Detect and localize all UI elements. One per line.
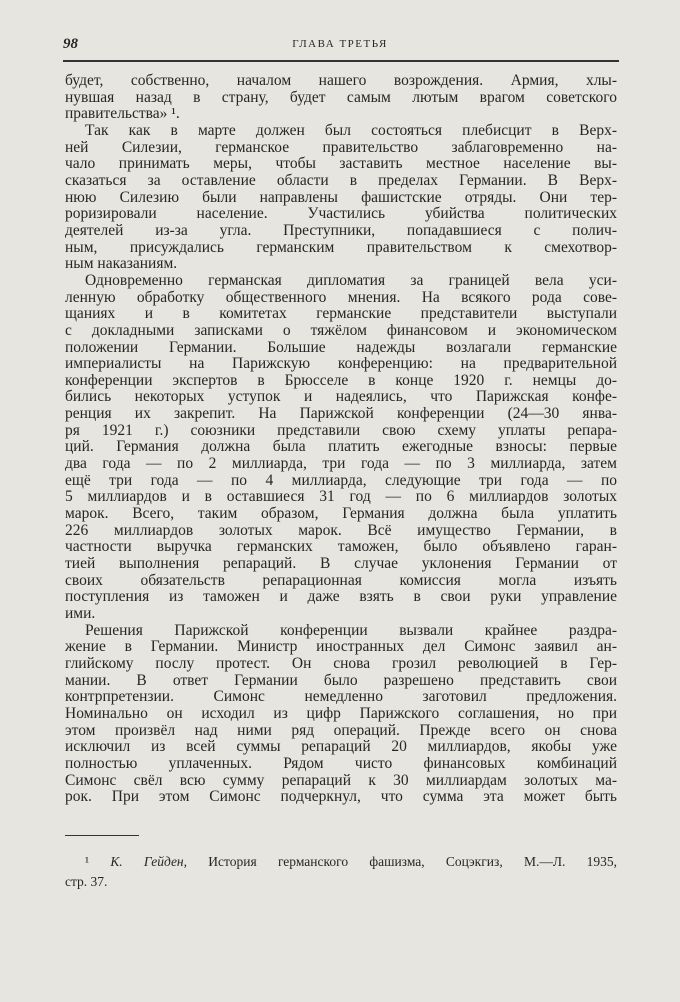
text-line: щаниях и в комитетах германские представители выступали [65,305,617,323]
page-number: 98 [63,36,78,52]
text-line: положении Германии. Большие надежды возлагали германские [65,338,617,356]
text-line: тией выполнения репараций. В случае уклонения Германии от [65,555,617,573]
text-line: ренция их закрепит. На Парижской конференции (24—30 янва- [65,405,617,423]
footnote-text: История германского фашизма, Соцэкгиз, М.—Л. 1935, [208,854,618,869]
text-line: будет, собственно, началом нашего возрождения. Армия, хлы- [65,72,617,89]
running-title: ГЛАВА ТРЕТЬЯ [292,38,388,50]
footnote-line [65,852,617,872]
text-line: марок. Всего, таким образом, Германия должна была уплатить [65,505,617,523]
text-line: ней Силезии, германское правительство заблаговременно на- [65,138,617,156]
text-line: ещё три года — по 4 миллиарда, следующие три года — по [65,471,617,489]
text-line: поступления из таможен и даже взять в свои руки управление [65,588,617,606]
text-line: империалисты на Парижскую конференцию: на предварительной [65,355,617,373]
header-rule [63,60,619,62]
text-line: Так как в марте должен был состояться плебисцит в Верх- [85,121,617,139]
text-line: этом произвёл над ними ряд операций. Прежде всего он снова [65,721,617,739]
text-line: 226 миллиардов золотых марок. Всё имущество Германии, в [65,521,617,539]
footnote [65,852,617,892]
text-line: деятелей из-за угла. Преступники, попадавшиеся с полич- [65,221,617,239]
text-line: ими. [65,605,96,622]
text-line: два года — по 2 миллиарда, три года — по 3 миллиарда, затем [65,455,617,473]
text-line: сказаться за оставление области в пределах Германии. В Верх- [65,171,617,189]
text-line: чало принимать меры, чтобы заставить местное население вы- [65,155,617,173]
text-line: своих обязательств репарационная комиссия могла изъять [65,571,617,589]
text-line: контрпретензии. Симонс немедленно заготовил предложения. [65,688,617,706]
text-line: правительства» ¹. [65,105,180,123]
text-line: ным наказаниям. [65,255,178,273]
text-line: 5 миллиардов и в оставшиеся 31 год — по 6 миллиардов золотых [65,488,617,506]
text-line: нувшая назад в страну, будет самым лютым врагом советского [65,88,617,106]
text-line: ным, присуждались германским правительством к смехотвор- [65,238,617,256]
text-line: конференции экспертов в Брюсселе в конце 1920 г. немцы до- [65,371,617,389]
text-line: ленную обработку общественного мнения. На всякого рода сове- [65,288,617,306]
footnote-rule [65,835,139,836]
text-line: исключил из всей суммы репараций 20 миллиардов, якобы уже [65,738,617,756]
footnote-line: стр. 37. [65,874,108,889]
text-line: частности выручка германских таможен, было объявлено гаран- [65,538,617,556]
text-line: Одновременно германская дипломатия за границей вела уси- [85,271,617,289]
text-line: рок. При этом Симонс подчеркнул, что сумма эта может быть [65,788,617,806]
text-line: ря 1921 г.) союзники представили свою схему уплаты репара- [65,421,617,439]
text-line: роризировали население. Участились убийства политических [65,205,617,223]
text-line: полностью уплаченных. Рядом чисто финансовых комбинаций [65,754,617,772]
footnote-marker: ¹ [85,854,90,869]
text-line: с докладными записками о тяжёлом финансовом и экономическом [65,321,617,339]
body-text [65,73,617,806]
footnote-author: К. Гейден, [110,854,188,869]
text-line: Симонс свёл всю сумму репараций к 30 миллиардам золотых ма- [65,771,617,789]
text-line: жение в Германии. Министр иностранных дел Симонс заявил ан- [65,638,617,656]
text-line: глийскому послу протест. Он снова грозил революцией в Гер- [65,654,617,672]
text-line: мании. В ответ Германии было разрешено представить свои [65,671,617,689]
text-line: ций. Германия должна была платить ежегодные взносы: первые [65,438,617,456]
text-line: бились некоторых уступок и надеялись, что Парижская конфе- [65,388,617,406]
text-line: Решения Парижской конференции вызвали крайнее раздра- [85,621,617,639]
text-line: Номинально он исходил из цифр Парижского соглашения, но при [65,704,617,722]
text-line: нюю Силезию были направлены фашистские отряды. Они тер- [65,188,617,206]
